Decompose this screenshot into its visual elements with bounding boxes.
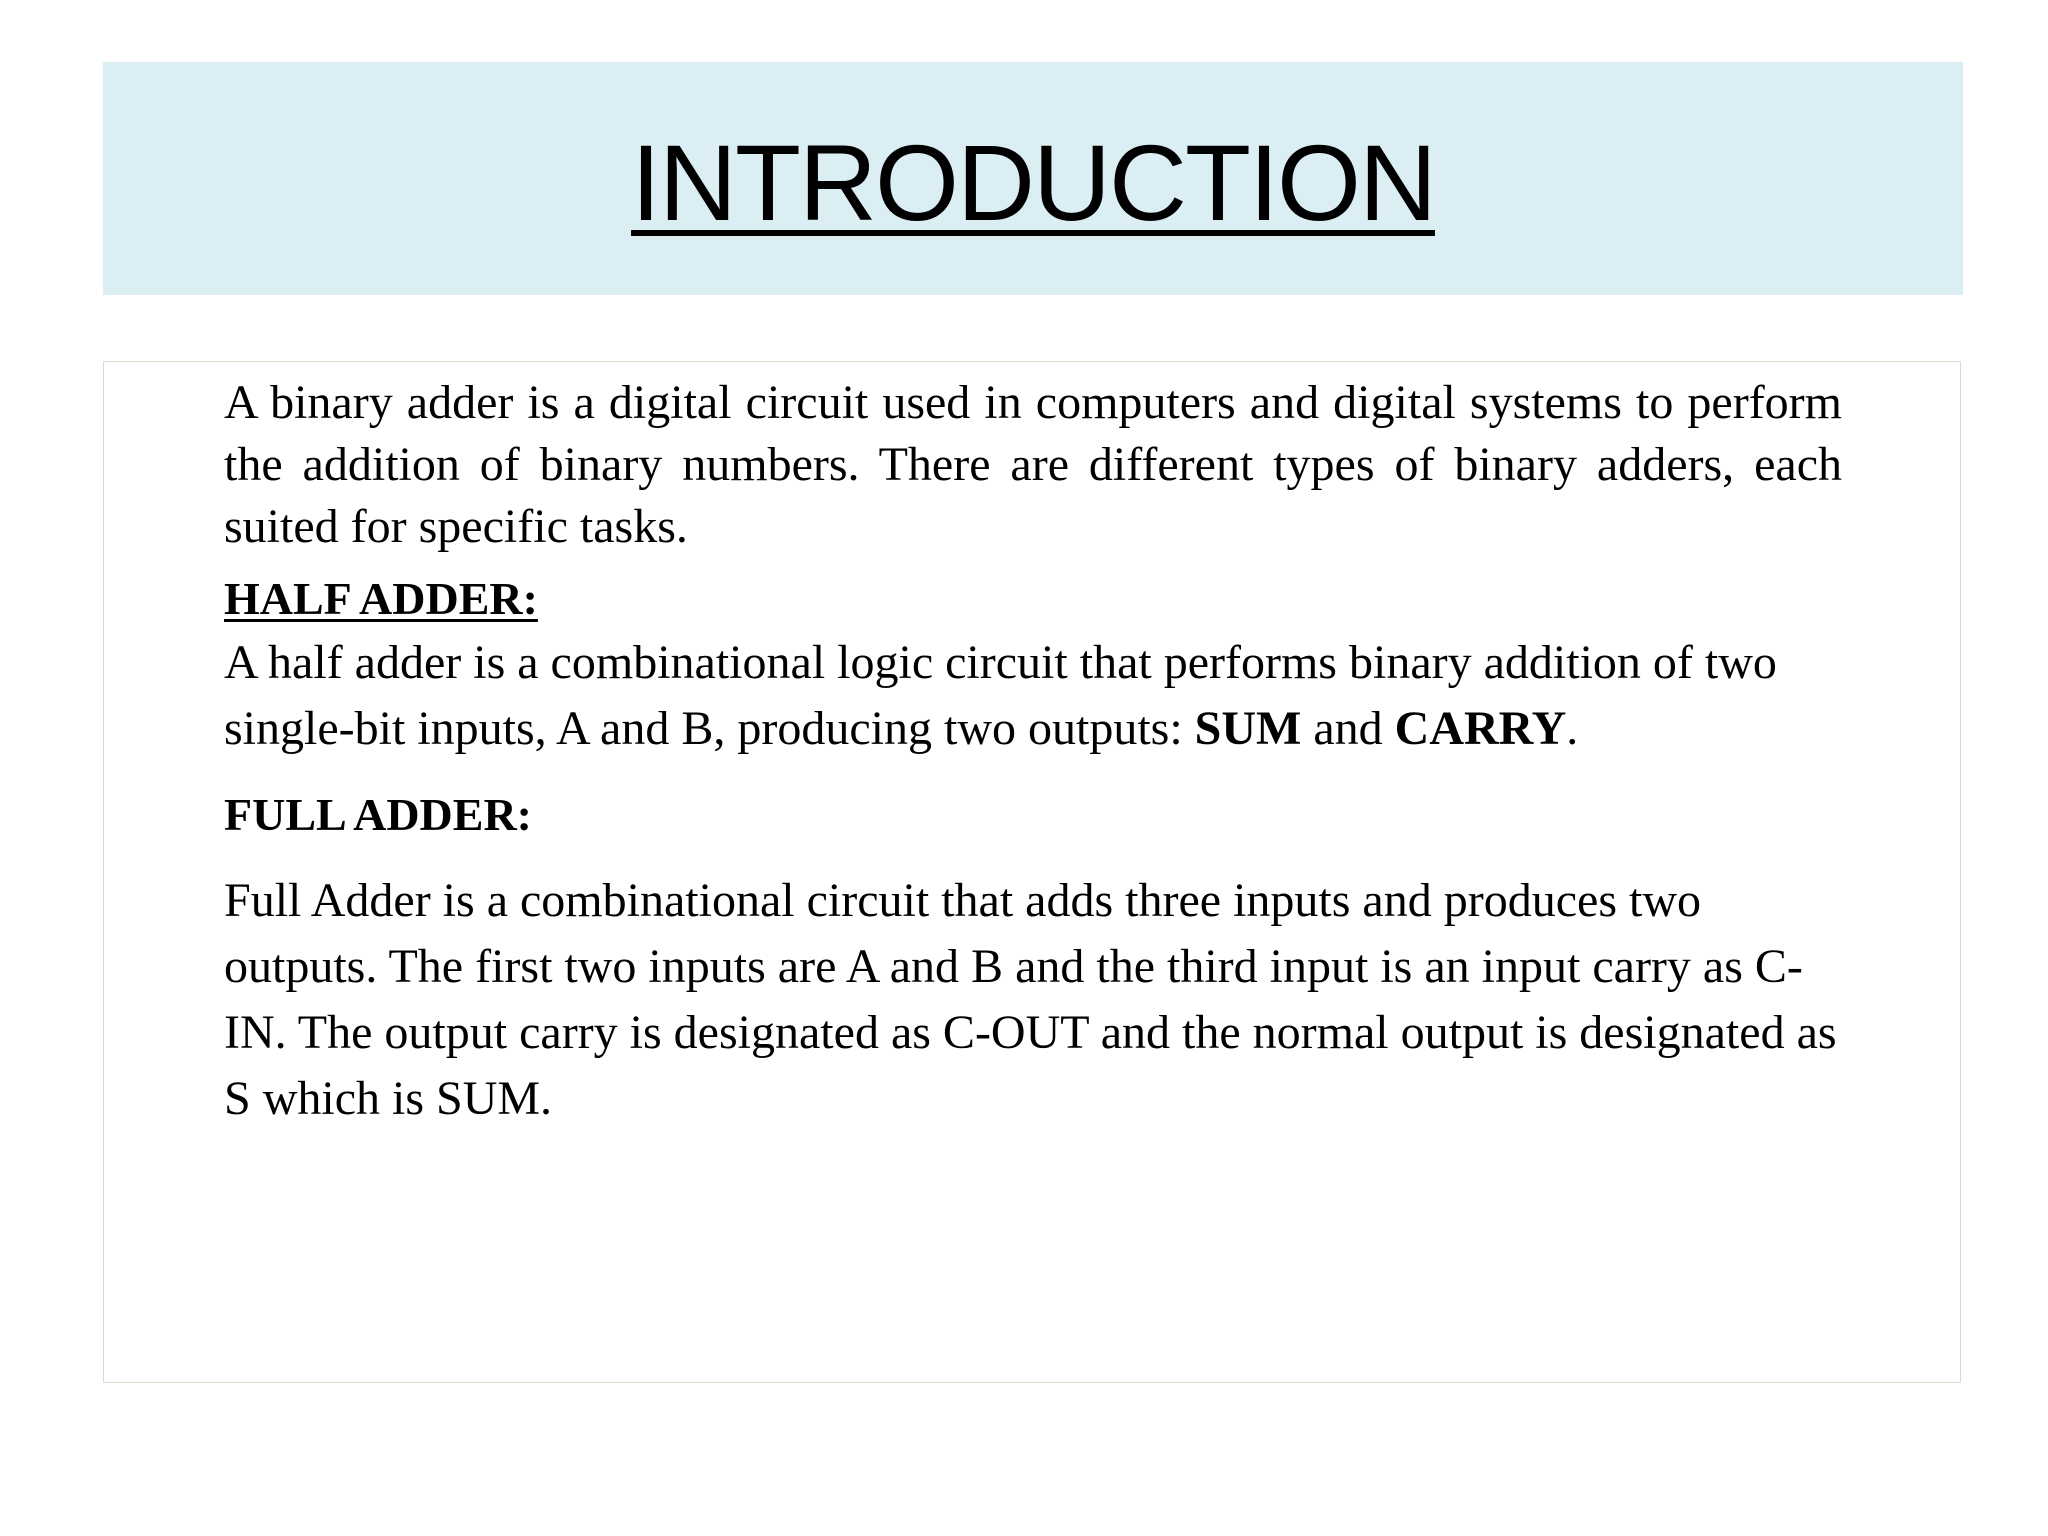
slide-title: INTRODUCTION — [631, 121, 1435, 243]
and-text: and — [1301, 702, 1395, 755]
period-text: . — [1566, 702, 1579, 755]
title-banner — [103, 62, 1963, 295]
slide-body — [224, 372, 1842, 1132]
half-adder-paragraph — [224, 630, 1842, 762]
sum-label: SUM — [1194, 702, 1302, 755]
half-adder-text: A half adder is a combinational logic circuit that performs binary addition of two single-bit inputs, A and B, producing two outputs: — [224, 636, 1777, 755]
half-adder-heading: HALF ADDER: — [224, 573, 538, 624]
full-adder-paragraph: Full Adder is a combinational circuit that adds three inputs and produces two outputs. The first two inputs are A and B and the third input is an input carry as C-IN. The output carry is designated as C-OUT and the normal output is designated as S which is SUM. — [224, 874, 1837, 1125]
full-adder-heading: FULL ADDER: — [224, 789, 532, 840]
intro-paragraph: A binary adder is a digital circuit used in computers and digital systems to perform the addition of binary numbers. There are different types of binary adders, each suited for specific tasks. — [224, 376, 1842, 553]
carry-label: CARRY — [1394, 702, 1567, 755]
